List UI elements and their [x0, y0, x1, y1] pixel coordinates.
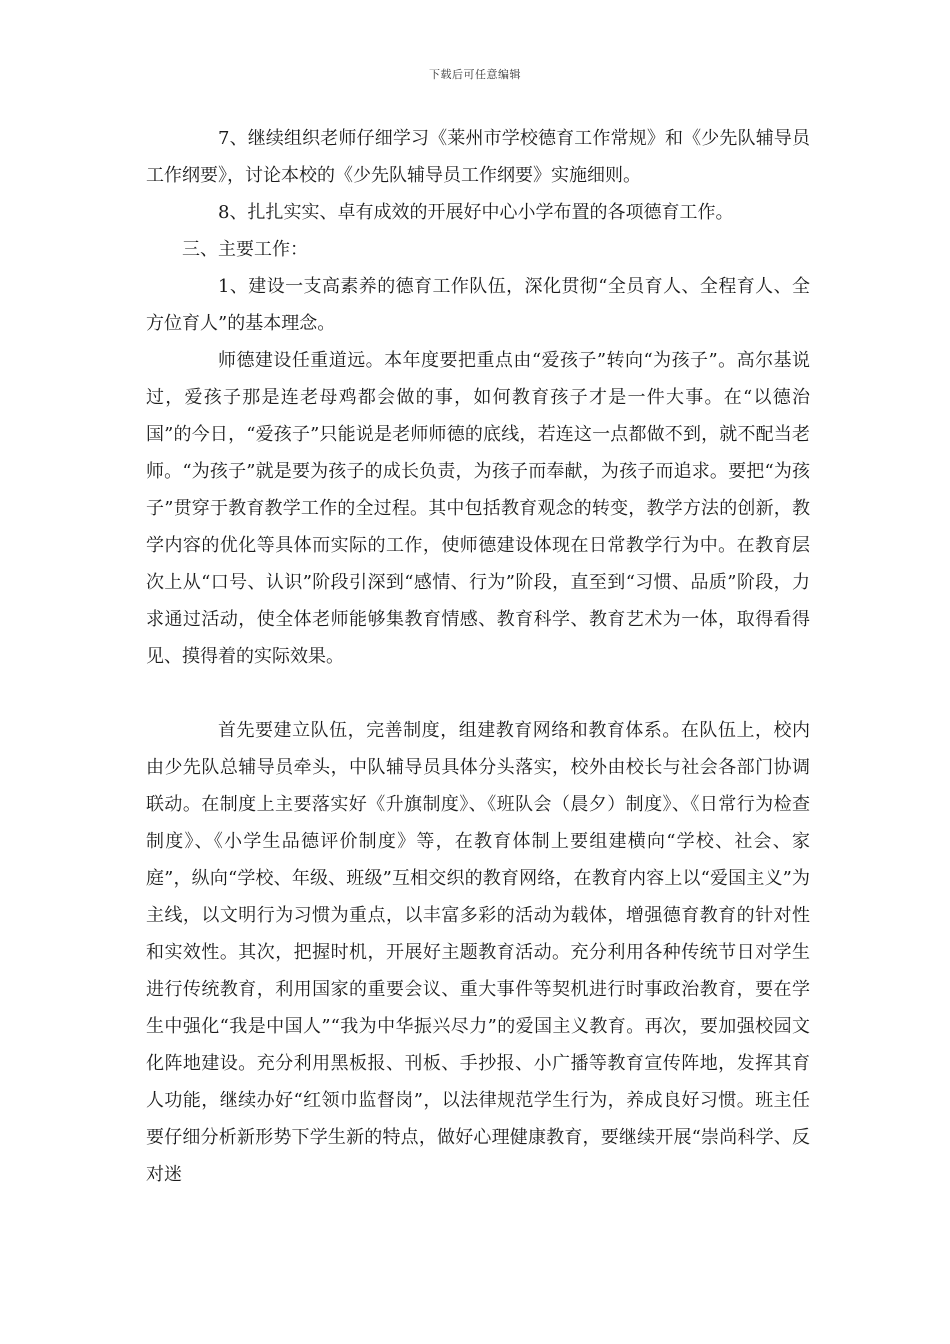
page-header-note: 下载后可任意编辑: [429, 68, 521, 81]
section-heading-main-work: 三、主要工作：: [182, 239, 308, 260]
paragraph-work-1: 1、建设一支高素养的德育工作队伍，深化贯彻“全员育人、全程育人、全方位育人”的基本理念。: [146, 276, 810, 334]
paragraph-gap: [146, 675, 810, 712]
paragraph-item-7: 7、继续组织老师仔细学习《莱州市学校德育工作常规》和《少先队辅导员工作纲要》，讨论本校的《少先队辅导员工作纲要》实施细则。: [146, 128, 810, 186]
paragraph-item-8: 8、扎扎实实、卓有成效的开展好中心小学布置的各项德育工作。: [218, 202, 734, 223]
paragraph-team-system: 首先要建立队伍，完善制度，组建教育网络和教育体系。在队伍上，校内由少先队总辅导员牵头，中队辅导员具体分头落实，校外由校长与社会各部门协调联动。在制度上主要落实好《升旗制度》、《班队会（晨夕）制度》、《日常行为检查制度》、《小学生品德评价制度》等，在教育体制上要组建横向“学校、社会、家庭”，纵向“学校、年级、班级”互相交织的教育网络，在教育内容上以“爱国主义”为主线，以文明行为习惯为重点，以丰富多彩的活动为载体，增强德育教育的针对性和实效性。其次，把握时机，开展好主题教育活动。充分利用各种传统节日对学生进行传统教育，利用国家的重要会议、重大事件等契机进行时事政治教育，要在学生中强化“我是中国人”“我为中华振兴尽力”的爱国主义教育。再次，要加强校园文化阵地建设。充分利用黑板报、刊板、手抄报、小广播等教育宣传阵地，发挥其育人功能，继续办好“红领巾监督岗”，以法律规范学生行为，养成良好习惯。班主任要仔细分析新形势下学生新的特点，做好心理健康教育，要继续开展“崇尚科学、反对迷: [146, 720, 810, 1185]
paragraph-teacher-ethics: 师德建设任重道远。本年度要把重点由“爱孩子”转向“为孩子”。高尔基说过，爱孩子那是连老母鸡都会做的事，如何教育孩子才是一件大事。在“以德治国”的今日，“爱孩子”只能说是老师师德的底线，若连这一点都做不到，就不配当老师。“为孩子”就是要为孩子的成长负责，为孩子而奉献，为孩子而追求。要把“为孩子”贯穿于教育教学工作的全过程。其中包括教育观念的转变，教学方法的创新，教学内容的优化等具体而实际的工作，使师德建设体现在日常教学行为中。在教育层次上从“口号、认识”阶段引深到“感情、行为”阶段，直至到“习惯、品质”阶段，力求通过活动，使全体老师能够集教育情感、教育科学、教育艺术为一体，取得看得见、摸得着的实际效果。: [146, 350, 810, 667]
document-body: [146, 120, 810, 1193]
